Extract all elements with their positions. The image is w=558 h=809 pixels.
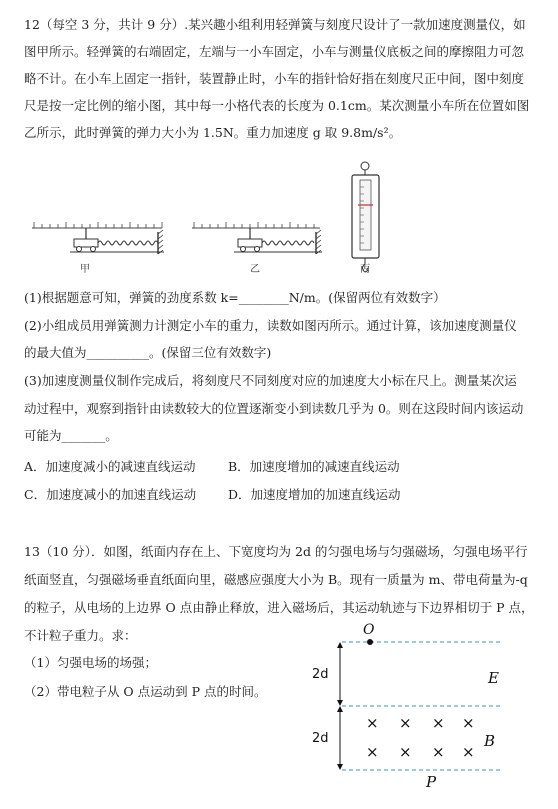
q12-sub3-c: 可能为_______。: [24, 428, 118, 443]
q12-sub3-a: (3)加速度测量仪制作完成后，将刻度尺不同刻度对应的加速度大小标在尺上。测量某次运: [24, 373, 517, 388]
label-p: P: [426, 773, 437, 791]
figure-yi: [192, 222, 322, 254]
q12-line-5: 乙所示，此时弹簧的弹力大小为 1.5N。重力加速度 g 取 9.8m/s²。: [24, 125, 402, 140]
q13-line-1: 13（10 分）．如图，纸面内存在上、下宽度均为 2d 的匀强电场与匀强磁场，匀强电场平行: [24, 544, 528, 559]
point-o: [367, 639, 373, 645]
q12-line-3: 略不计。在小车上固定一指针，装置静止时，小车的指针恰好指在刻度尺正中间，图中刻度: [24, 71, 525, 86]
q13-ask-1: （1）匀强电场的场强；: [24, 655, 157, 670]
label-2d-upper: 2d: [312, 667, 329, 682]
label-o: O: [363, 622, 375, 638]
option-c: C．加速度减小的加速直线运动: [24, 487, 197, 502]
magnetic-cross: ×: [366, 714, 379, 732]
option-b: B．加速度增加的减速直线运动: [228, 459, 400, 474]
magnetic-cross: ×: [399, 714, 412, 732]
figure-jia: [32, 222, 164, 254]
q13-ask-2: （2）带电粒子从 O 点运动到 P 点的时间。: [24, 684, 267, 699]
magnetic-cross: ×: [462, 714, 475, 732]
q12-sub3-b: 动过程中，观察到指针由读数较大的位置逐渐变小到读数几乎为 0。则在这段时间内该运动: [24, 401, 524, 416]
figure-label-jia: 甲: [80, 264, 90, 275]
q13-line-4: 不计粒子重力。求：: [24, 628, 137, 643]
q12-line-2: 图甲所示。轻弹簧的右端固定，左端与一小车固定，小车与测量仪底板之间的摩擦阻力可忽: [24, 44, 525, 59]
q12-line-1: 12（每空 3 分，共计 9 分）.某兴趣小组利用轻弹簧与刻度尺设计了一款加速度测量仪，如: [24, 17, 526, 32]
magnetic-cross: ×: [432, 743, 445, 761]
figure-label-yi: 乙: [250, 264, 260, 275]
magnetic-cross: ×: [462, 743, 475, 761]
label-2d-lower: 2d: [312, 731, 329, 746]
field-diagram: [300, 620, 530, 805]
magnetic-cross: ×: [432, 714, 445, 732]
figure-label-bing: 丙: [360, 264, 370, 275]
option-a: A．加速度减小的减速直线运动: [24, 459, 196, 474]
q12-sub2-b: 的最大值为__________。(保留三位有效数字): [24, 345, 272, 360]
q12-line-4: 尺是按一定比例的缩小图，其中每一小格代表的长度为 0.1cm。某次测量小车所在位置如图: [24, 98, 530, 113]
q13-line-2: 纸面竖直，匀强磁场垂直纸面向里，磁感应强度大小为 B。现有一质量为 m、带电荷量为-q: [24, 572, 528, 587]
option-d: D．加速度增加的加速直线运动: [228, 487, 401, 502]
label-e: E: [488, 669, 499, 687]
q12-figures: [0, 160, 558, 285]
magnetic-cross: ×: [366, 743, 379, 761]
label-b: B: [484, 732, 496, 750]
q13-line-3: 的粒子，从电场的上边界 O 点由静止释放，进入磁场后，其运动轨迹与下边界相切于 P 点，: [24, 600, 534, 615]
q12-sub1: (1)根据题意可知，弹簧的劲度系数 k=________N/m。(保留两位有效数字）: [24, 290, 446, 305]
q12-sub2-a: (2)小组成员用弹簧测力计测定小车的重力，读数如图丙所示。通过计算，该加速度测量仪: [24, 318, 517, 333]
magnetic-cross: ×: [399, 743, 412, 761]
figure-bing-spring-scale: [352, 162, 379, 272]
